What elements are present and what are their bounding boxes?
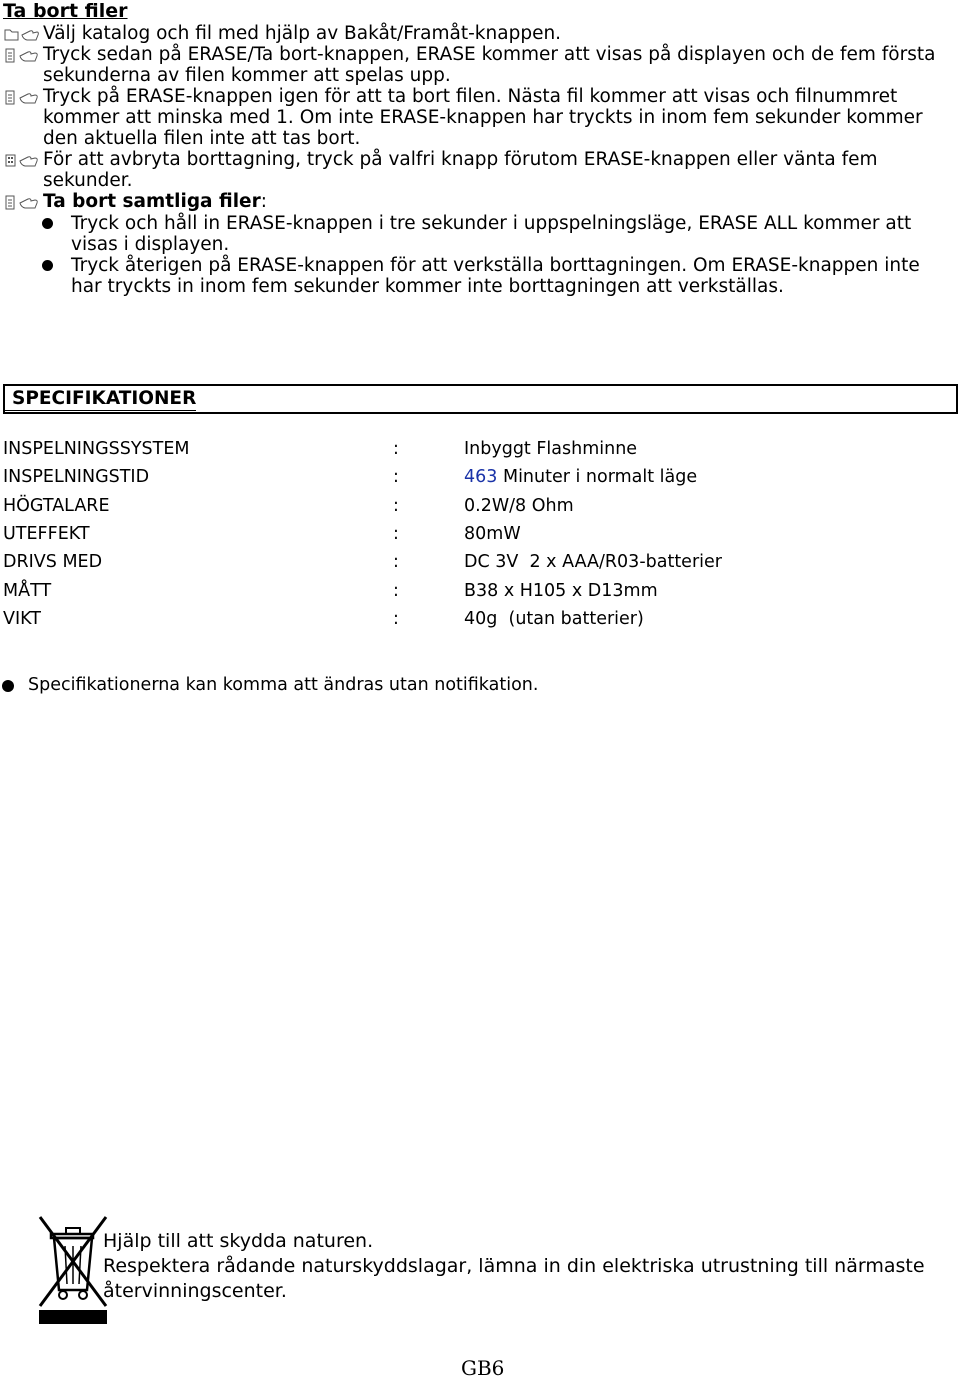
spec-separator: : [393,552,399,572]
device-hand-icon [3,47,39,63]
delete-all-label: Ta bort samtliga filer [43,191,261,212]
spec-heading: SPECIFIKATIONER [5,388,196,411]
spec-value: B38 x H105 x D13mm [464,581,658,601]
spec-heading-box [3,384,958,414]
weee-crossed-bin-icon [37,1214,109,1326]
spec-separator: : [393,496,399,516]
delete-all-suffix: : [260,191,267,212]
spec-row [0,496,960,524]
bullet-text: Tryck återigen på ERASE-knappen för att verkställa borttagningen. Om ERASE-knappen inte har tryckts in inom fem sekunder kommer inte borttagningen att verkställas. [71,255,920,297]
recording-minutes: 463 [464,467,498,487]
spec-row [0,581,960,609]
spec-separator: : [393,439,399,459]
spec-row [0,467,960,495]
step-text: Tryck sedan på ERASE/Ta bort-knappen, ERASE kommer att visas på displayen och de fem första sekunderna av filen kommer att spelas upp. [43,44,936,86]
spec-row [0,439,960,467]
spec-label: VIKT [3,609,41,629]
keypad-hand-icon [3,152,39,168]
environment-line-1: Hjälp till att skydda naturen. [103,1230,374,1252]
section-title: Ta bort filer [3,0,128,22]
spec-value: 0.2W/8 Ohm [464,496,574,516]
step-text: Tryck på ERASE-knappen igen för att ta bort filen. Nästa fil kommer att visas och filnummret kommer att minska med 1. Om inte ERASE-knappen har tryckts in inom fem sekunder kommer den aktuella filen inte att tas bort. [43,86,923,149]
folder-hand-icon [3,26,39,42]
device-hand-icon [3,194,39,210]
spec-separator: : [393,609,399,629]
spec-label: DRIVS MED [3,552,103,572]
bullet-icon [42,260,53,271]
bullet-icon [42,218,53,229]
spec-row [0,609,960,637]
page-number: GB6 [461,1356,505,1380]
spec-label: HÖGTALARE [3,496,110,516]
spec-row [0,552,960,580]
environment-line-2: Respektera rådande naturskyddslagar, lämna in din elektriska utrustning till närmaste återvinningscenter. [103,1255,925,1302]
spec-value: Inbyggt Flashminne [464,439,638,459]
recording-unit: Minuter i normalt läge [497,467,698,487]
spec-note-text: Specifikationerna kan komma att ändras utan notifikation. [28,675,539,695]
bullet-icon [2,680,14,692]
spec-label: INSPELNINGSTID [3,467,150,487]
step-text: Välj katalog och fil med hjälp av Bakåt/Framåt-knappen. [43,23,562,44]
environment-notice [103,1229,933,1304]
device-hand-icon [3,89,39,105]
step-text: För att avbryta borttagning, tryck på valfri knapp förutom ERASE-knappen eller vänta fem sekunder. [43,149,878,191]
bullet-text: Tryck och håll in ERASE-knappen i tre sekunder i uppspelningsläge, ERASE ALL kommer att visas i displayen. [71,213,912,255]
spec-value [464,467,697,487]
spec-value: 40g (utan batterier) [464,609,644,629]
spec-row [0,524,960,552]
spec-separator: : [393,467,399,487]
spec-value: DC 3V 2 x AAA/R03-batterier [464,552,722,572]
spec-label: INSPELNINGSSYSTEM [3,439,190,459]
spec-separator: : [393,581,399,601]
spec-label: UTEFFEKT [3,524,90,544]
spec-separator: : [393,524,399,544]
spec-label: MÅTT [3,581,52,601]
spec-value: 80mW [464,524,521,544]
